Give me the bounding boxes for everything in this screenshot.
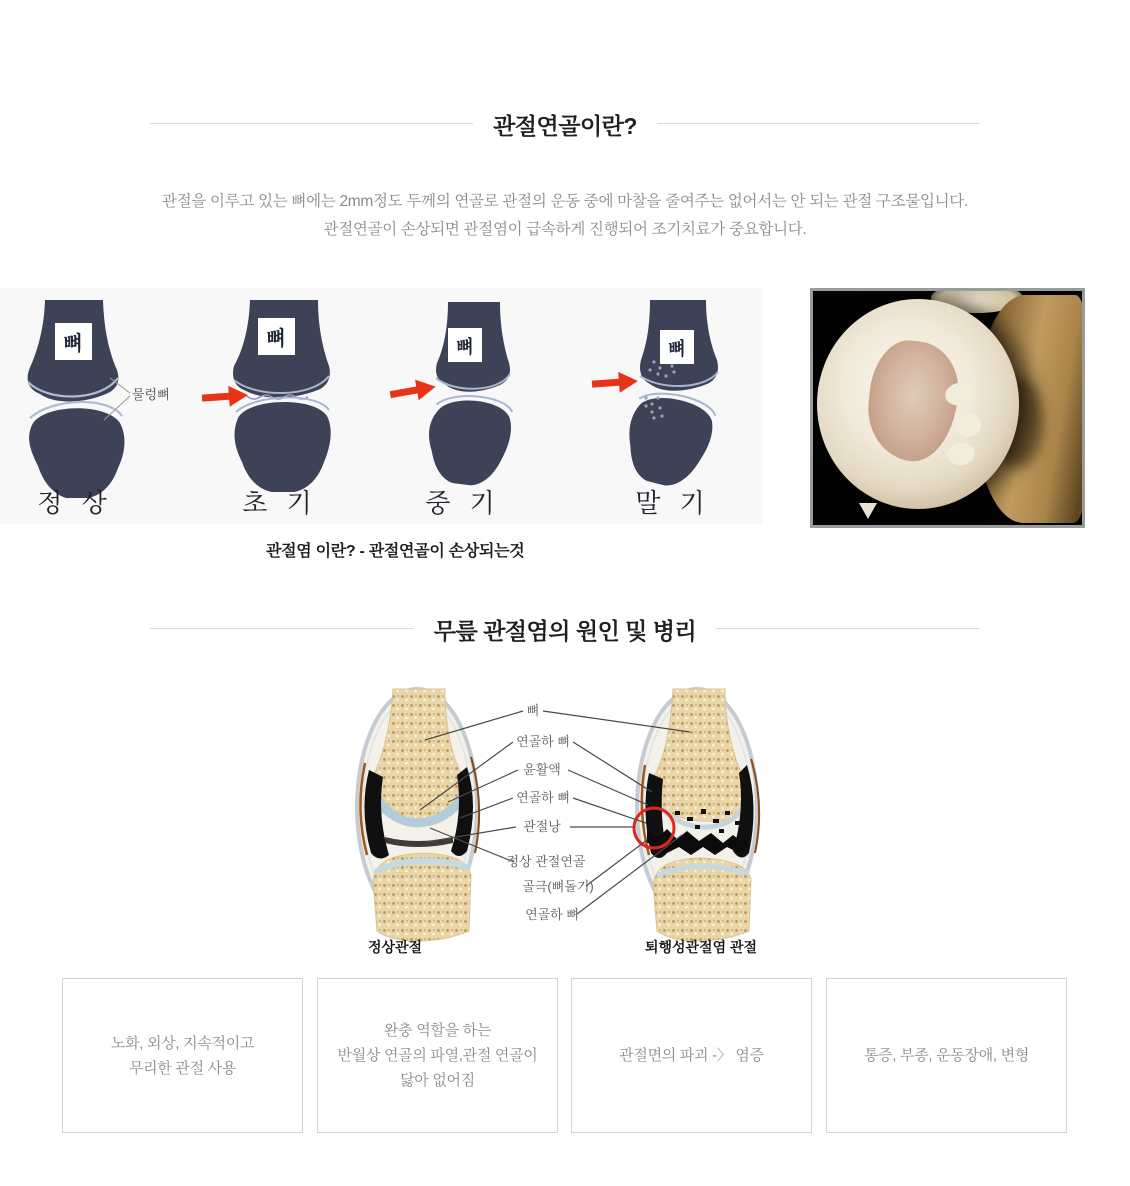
stage-diagram-normal <box>18 290 180 525</box>
stage-diagram-late <box>588 290 738 525</box>
arthroscopy-photo <box>810 288 1085 528</box>
stage-label-early: 초 기 <box>242 488 318 518</box>
cartilage-label: 물렁뼈 <box>132 387 170 402</box>
card-line: 노화, 외상, 지속적이고 <box>110 1034 255 1052</box>
lower-bone-group <box>618 385 719 493</box>
red-arrow-icon <box>388 376 437 405</box>
card-line: 통증, 부종, 운동장애, 변형 <box>863 1047 1030 1064</box>
anatomy-label: 정상 관절연골 <box>506 854 586 869</box>
section1-title: 관절연골이란? <box>473 108 657 141</box>
lower-bone-shape <box>29 408 124 498</box>
bone-label: 뼈 <box>456 337 474 357</box>
stage-label-late: 말 기 <box>635 488 711 518</box>
normal-knee-caption: 정상관절 <box>367 939 423 955</box>
stage-label-normal: 정 상 <box>37 488 113 518</box>
anatomy-label: 윤활액 <box>523 762 561 777</box>
pathology-card <box>317 978 558 1133</box>
card-line: 무리한 관절 사용 <box>128 1059 237 1077</box>
symptoms-card <box>826 978 1067 1133</box>
section1-body-line2: 관절연골이 손상되면 관절염이 급속하게 진행되어 조기치료가 중요합니다. <box>323 221 807 238</box>
degenerative-knee-caption: 퇴행성관절염 관절 <box>644 939 758 955</box>
anatomy-label: 연골하 뼈 <box>525 907 579 922</box>
section2-title: 무릎 관절염의 원인 및 병리 <box>414 613 716 646</box>
lower-bone-shape <box>235 402 331 492</box>
anatomy-labels <box>507 703 594 922</box>
red-arrow-icon <box>591 370 638 394</box>
lower-bone-shape <box>618 390 718 494</box>
anatomy-label: 관절낭 <box>523 819 561 834</box>
stage-diagram-middle <box>388 290 528 525</box>
stage-label-middle: 중 기 <box>425 488 501 518</box>
stage-diagram-early <box>196 290 346 525</box>
section1-body-line1: 관절을 이루고 있는 뼈에는 2mm정도 두께의 연골로 관절의 운동 중에 마찰을 줄여주는 없어서는 안 되는 관절 구조물입니다. <box>162 193 968 210</box>
cause-card <box>62 978 303 1133</box>
bone-label: 뼈 <box>63 333 83 355</box>
anatomy-label: 골극(뼈돌기) <box>522 879 594 894</box>
knee-anatomy-diagram <box>330 680 800 960</box>
lower-bone-shape <box>423 396 514 490</box>
anatomy-label: 연골하 뼈 <box>516 734 570 749</box>
bone-label: 뼈 <box>668 339 686 359</box>
lower-bone-group <box>423 391 514 489</box>
section1-caption: 관절염 이란? - 관절연골이 손상되는것 <box>266 543 525 560</box>
anatomy-label: 연골하 뼈 <box>516 790 570 805</box>
anatomy-label: 뼈 <box>526 703 540 718</box>
card-line: 관절면의 파괴 -〉 염증 <box>619 1047 764 1064</box>
progression-card <box>571 978 812 1133</box>
card-line: 닳아 없어짐 <box>400 1072 475 1089</box>
card-line: 반월상 연골의 파열,관절 연골이 <box>337 1047 538 1064</box>
photo-sphere-tip <box>859 503 877 519</box>
bone-label: 뼈 <box>266 328 286 350</box>
card-line: 완충 역할을 하는 <box>383 1022 492 1039</box>
normal-knee-illustration <box>357 689 479 941</box>
